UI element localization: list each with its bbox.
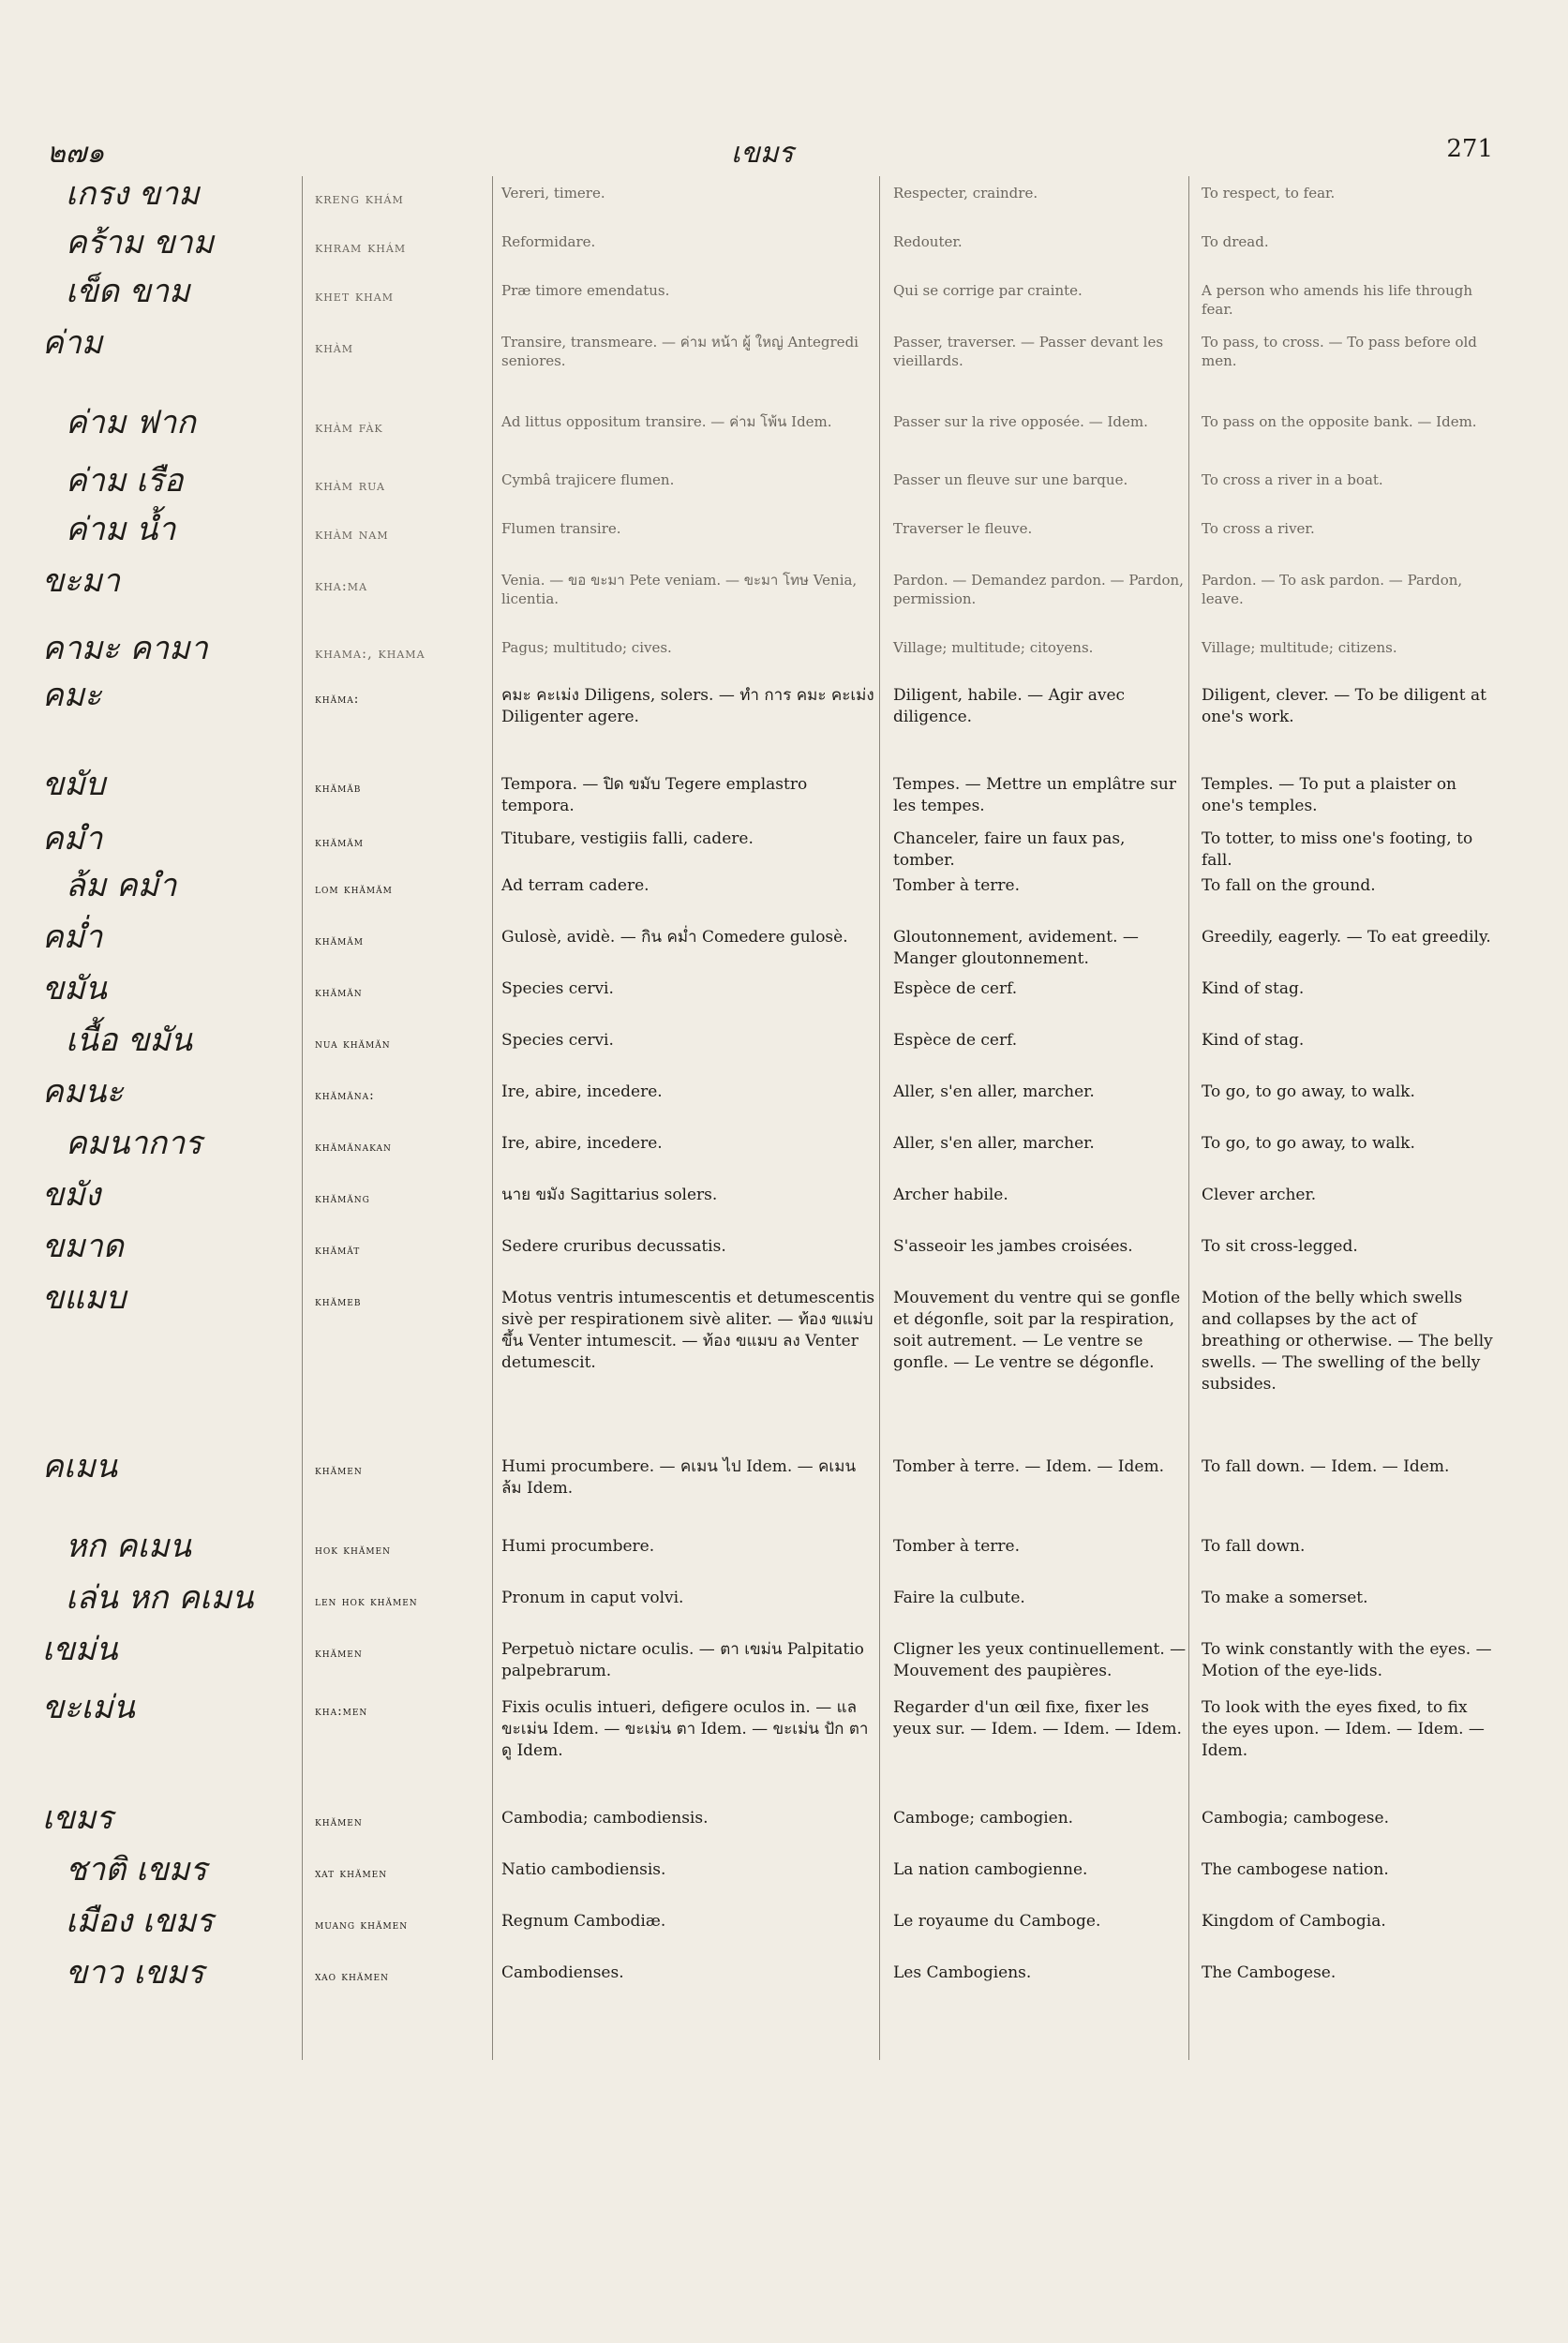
romanization: khămăt — [315, 1243, 361, 1258]
latin-definition: Flumen transire. — [501, 520, 621, 537]
entry-row — [0, 563, 1568, 631]
romanization: khămăn — [315, 985, 363, 1000]
entry-row — [0, 1074, 1568, 1126]
entry-row — [0, 463, 1568, 512]
entry-row — [0, 678, 1568, 767]
thai-headword: ขมัน — [42, 970, 107, 1007]
french-definition: La nation cambogienne. — [893, 1860, 1088, 1879]
thai-headword: คามะ คามา — [42, 630, 208, 667]
entry-row — [0, 225, 1568, 274]
romanization: khet kham — [315, 288, 394, 305]
entry-row — [0, 1126, 1568, 1177]
thai-headword: ล้ม คมำ — [66, 867, 177, 904]
entry-row — [0, 1229, 1568, 1280]
thai-headword: ขมับ — [42, 766, 106, 803]
thai-headword: ขมาด — [42, 1228, 124, 1265]
english-definition: Clever archer. — [1202, 1186, 1317, 1204]
latin-definition: Species cervi. — [501, 1031, 614, 1050]
latin-definition: Sedere cruribus decussatis. — [501, 1237, 726, 1256]
romanization: khămen — [315, 1814, 363, 1829]
romanization: khămen — [315, 1463, 363, 1478]
latin-definition: Ad littus oppositum transire. — ค่าม โพ้น Idem. — [501, 413, 832, 430]
thai-headword: ขแมบ — [42, 1279, 127, 1317]
entry-row — [0, 1632, 1568, 1690]
thai-page-number: ๒๗๑ — [47, 137, 105, 170]
romanization: khàm nam — [315, 526, 389, 543]
english-definition: Village; multitude; citizens. — [1202, 639, 1397, 656]
latin-definition: Cymbâ trajicere flumen. — [501, 471, 675, 488]
french-definition: Regarder d'un œil fixe, fixer les yeux sur. — Idem. — Idem. — Idem. — [893, 1698, 1182, 1739]
thai-headword: คมนาการ — [66, 1125, 202, 1162]
french-definition: Respecter, craindre. — [893, 185, 1038, 201]
latin-definition: Motus ventris intumescentis et detumescentis sivè per respirationem sivè aliter. — ท้อง ขแม่บ ขึ้น Venter intumescit. — ท้อง ขแมบ ลง Venter detumescit. — [501, 1289, 875, 1372]
latin-definition: Ire, abire, incedere. — [501, 1134, 663, 1153]
romanization: khàm fàk — [315, 419, 383, 436]
english-definition: To sit cross-legged. — [1202, 1237, 1358, 1256]
french-definition: Les Cambogiens. — [893, 1963, 1032, 1982]
french-definition: Cligner les yeux continuellement. — Mouvement des paupières. — [893, 1640, 1187, 1680]
romanization: khămăng — [315, 1191, 370, 1206]
latin-definition: Transire, transmeare. — ค่าม หน้า ผู้ ใหญ่ Antegredi seniores. — [501, 334, 859, 370]
english-definition: Kind of stag. — [1202, 1031, 1305, 1050]
romanization: khàm rua — [315, 477, 385, 494]
thai-headword: เขมร — [42, 1799, 113, 1837]
thai-headword: ค่าม ฟาก — [66, 404, 196, 441]
thai-headword: คม่ำ — [42, 918, 103, 956]
thai-headword: ขะเม่น — [42, 1689, 135, 1726]
latin-definition: Regnum Cambodiæ. — [501, 1912, 666, 1931]
page-number: 271 — [1446, 135, 1493, 163]
romanization: khămăm — [315, 933, 365, 948]
english-definition: To look with the eyes fixed, to fix the eyes upon. — Idem. — Idem. — Idem. — [1202, 1698, 1485, 1760]
entry-row — [0, 1022, 1568, 1074]
french-definition: Passer sur la rive opposée. — Idem. — [893, 413, 1148, 430]
romanization: kha:men — [315, 1704, 368, 1719]
page-title: เขมร — [731, 137, 794, 170]
thai-headword: เมือง เขมร — [66, 1903, 214, 1940]
latin-definition: Venia. — ขอ ขะมา Pete veniam. — ขะมา โทษ Venia, licentia. — [501, 572, 858, 608]
romanization: nua khămăn — [315, 1037, 391, 1052]
entry-row — [0, 1903, 1568, 1955]
romanization: khàm — [315, 339, 354, 356]
english-definition: To go, to go away, to walk. — [1202, 1134, 1415, 1153]
romanization: khămăm — [315, 835, 365, 850]
latin-definition: Reformidare. — [501, 233, 596, 250]
romanization: xat khămen — [315, 1866, 388, 1881]
romanization: khămăna: — [315, 1088, 375, 1103]
thai-headword: หก คเมน — [66, 1528, 191, 1565]
french-definition: Village; multitude; citoyens. — [893, 639, 1094, 656]
french-definition: Redouter. — [893, 233, 963, 250]
romanization: khămănakan — [315, 1140, 392, 1155]
romanization: kha:ma — [315, 577, 368, 594]
romanization: xao khămen — [315, 1969, 389, 1984]
latin-definition: คมะ คะเม่ง Diligens, solers. — ทำ การ คมะ คะเม่ง Diligenter agere. — [501, 686, 874, 726]
english-definition: Greedily, eagerly. — To eat greedily. — [1202, 928, 1491, 947]
thai-headword: ขมัง — [42, 1176, 101, 1214]
thai-headword: ค่าม น้ำ — [66, 511, 176, 548]
english-definition: To go, to go away, to walk. — [1202, 1082, 1415, 1101]
entry-row — [0, 1280, 1568, 1449]
entry-row — [0, 1529, 1568, 1580]
thai-headword: คเมน — [42, 1448, 118, 1485]
latin-definition: Ad terram cadere. — [501, 876, 650, 895]
french-definition: Passer un fleuve sur une barque. — [893, 471, 1128, 488]
latin-definition: Pagus; multitudo; cives. — [501, 639, 672, 656]
english-definition: Kind of stag. — [1202, 979, 1305, 998]
latin-definition: Ire, abire, incedere. — [501, 1082, 663, 1101]
romanization: hok khămen — [315, 1543, 391, 1558]
romanization: khăma: — [315, 692, 360, 707]
latin-definition: Species cervi. — [501, 979, 614, 998]
entry-row — [0, 274, 1568, 325]
latin-definition: Vereri, timere. — [501, 185, 605, 201]
entry-row — [0, 1800, 1568, 1852]
thai-headword: ค่าม เรือ — [66, 462, 184, 500]
entry-row — [0, 1690, 1568, 1800]
dictionary-table — [0, 176, 1568, 2007]
english-definition: To fall down. — Idem. — Idem. — [1202, 1457, 1450, 1476]
english-definition: A person who amends his life through fear. — [1202, 282, 1473, 319]
english-definition: To wink constantly with the eyes. — Motion of the eye-lids. — [1202, 1640, 1492, 1680]
latin-definition: Fixis oculis intueri, defigere oculos in. — แล ขะเม่น Idem. — ขะเม่น ตา Idem. — ขะเม่น ปัก ตา ดู Idem. — [501, 1698, 869, 1760]
french-definition: Mouvement du ventre qui se gonfle et dégonfle, soit par la respiration, soit autrement. — Le ventre se gonfle. — Le ventre se dégonfle. — [893, 1289, 1181, 1372]
french-definition: Tempes. — Mettre un emplâtre sur les tempes. — [893, 775, 1176, 815]
latin-definition: Pronum in caput volvi. — [501, 1589, 684, 1607]
thai-headword: เนื้อ ขมัน — [66, 1022, 192, 1059]
latin-definition: Natio cambodiensis. — [501, 1860, 666, 1879]
french-definition: Aller, s'en aller, marcher. — [893, 1134, 1095, 1153]
english-definition: To fall down. — [1202, 1537, 1306, 1556]
thai-headword: คมะ — [42, 677, 102, 714]
latin-definition: นาย ขมัง Sagittarius solers. — [501, 1186, 718, 1204]
romanization: lom khămăm — [315, 882, 393, 897]
english-definition: Kingdom of Cambogia. — [1202, 1912, 1386, 1931]
latin-definition: Tempora. — ปิด ขมับ Tegere emplastro tempora. — [501, 775, 808, 815]
thai-headword: คมำ — [42, 820, 103, 858]
english-definition: Pardon. — To ask pardon. — Pardon, leave. — [1202, 572, 1463, 608]
latin-definition: Titubare, vestigiis falli, cadere. — [501, 829, 754, 848]
entry-row — [0, 176, 1568, 225]
romanization: khram khám — [315, 239, 407, 256]
english-definition: Motion of the belly which swells and collapses by the act of breathing or otherwise. — The belly swells. — The swelling of the belly subsides. — [1202, 1289, 1493, 1394]
english-definition: Cambogia; cambogese. — [1202, 1809, 1389, 1828]
romanization: khămăb — [315, 781, 362, 796]
romanization: khămeb — [315, 1294, 362, 1309]
latin-definition: Cambodia; cambodiensis. — [501, 1809, 709, 1828]
entry-row — [0, 919, 1568, 971]
french-definition: Pardon. — Demandez pardon. — Pardon, permission. — [893, 572, 1184, 608]
english-definition: To cross a river in a boat. — [1202, 471, 1383, 488]
french-definition: S'asseoir les jambes croisées. — [893, 1237, 1133, 1256]
entry-row — [0, 821, 1568, 868]
thai-headword: เข็ด ขาม — [66, 273, 190, 310]
french-definition: Gloutonnement, avidement. — Manger gloutonnement. — [893, 928, 1139, 968]
romanization: len hok khămen — [315, 1594, 418, 1609]
thai-headword: เขม่น — [42, 1631, 118, 1668]
english-definition: To fall on the ground. — [1202, 876, 1376, 895]
entry-row — [0, 1449, 1568, 1529]
english-definition: To make a somerset. — [1202, 1589, 1368, 1607]
french-definition: Tomber à terre. — [893, 1537, 1020, 1556]
entry-row — [0, 1955, 1568, 2007]
english-definition: To respect, to fear. — [1202, 185, 1336, 201]
french-definition: Qui se corrige par crainte. — [893, 282, 1083, 299]
romanization: khămen — [315, 1646, 363, 1661]
english-definition: Diligent, clever. — To be diligent at one's work. — [1202, 686, 1486, 726]
thai-headword: ชาติ เขมร — [66, 1851, 207, 1888]
thai-headword: คร้าม ขาม — [66, 224, 215, 261]
thai-headword: ค่าม — [42, 324, 103, 362]
entry-row — [0, 325, 1568, 405]
entry-row — [0, 971, 1568, 1022]
french-definition: Le royaume du Camboge. — [893, 1912, 1101, 1931]
thai-headword: ขาว เขมร — [66, 1954, 204, 1992]
french-definition: Passer, traverser. — Passer devant les vieillards. — [893, 334, 1164, 370]
thai-headword: คมนะ — [42, 1073, 124, 1111]
thai-headword: ขะมา — [42, 562, 121, 600]
french-definition: Camboge; cambogien. — [893, 1809, 1074, 1828]
latin-definition: Humi procumbere. — คเมน ไป Idem. — คเมน ล้ม Idem. — [501, 1457, 857, 1498]
french-definition: Chanceler, faire un faux pas, tomber. — [893, 829, 1126, 870]
french-definition: Archer habile. — [893, 1186, 1008, 1204]
french-definition: Diligent, habile. — Agir avec diligence. — [893, 686, 1126, 726]
english-definition: Temples. — To put a plaister on one's temples. — [1202, 775, 1456, 815]
thai-headword: เล่น หก คเมน — [66, 1579, 254, 1617]
french-definition: Espèce de cerf. — [893, 979, 1018, 998]
entry-row — [0, 512, 1568, 563]
english-definition: To pass on the opposite bank. — Idem. — [1202, 413, 1477, 430]
french-definition: Espèce de cerf. — [893, 1031, 1018, 1050]
entry-row — [0, 767, 1568, 821]
entry-row — [0, 868, 1568, 919]
english-definition: To cross a river. — [1202, 520, 1315, 537]
english-definition: The Cambogese. — [1202, 1963, 1337, 1982]
french-definition: Tomber à terre. — [893, 876, 1020, 895]
english-definition: To pass, to cross. — To pass before old men. — [1202, 334, 1477, 370]
french-definition: Traverser le fleuve. — [893, 520, 1033, 537]
latin-definition: Cambodienses. — [501, 1963, 624, 1982]
english-definition: The cambogese nation. — [1202, 1860, 1389, 1879]
romanization: khama:, khama — [315, 645, 426, 662]
latin-definition: Humi procumbere. — [501, 1537, 655, 1556]
french-definition: Aller, s'en aller, marcher. — [893, 1082, 1095, 1101]
entry-row — [0, 1177, 1568, 1229]
english-definition: To dread. — [1202, 233, 1269, 250]
french-definition: Faire la culbute. — [893, 1589, 1025, 1607]
latin-definition: Gulosè, avidè. — กิน คม่ำ Comedere gulosè. — [501, 928, 848, 947]
entry-row — [0, 1580, 1568, 1632]
entry-row — [0, 1852, 1568, 1903]
thai-headword: เกรง ขาม — [66, 175, 200, 213]
entry-row — [0, 631, 1568, 678]
latin-definition: Perpetuò nictare oculis. — ตา เขม่น Palpitatio palpebrarum. — [501, 1640, 864, 1680]
english-definition: To totter, to miss one's footing, to fall. — [1202, 829, 1473, 870]
page-header — [0, 131, 1568, 178]
latin-definition: Præ timore emendatus. — [501, 282, 670, 299]
french-definition: Tomber à terre. — Idem. — Idem. — [893, 1457, 1164, 1476]
romanization: muang khămen — [315, 1918, 409, 1933]
romanization: kreng khám — [315, 190, 404, 207]
entry-row — [0, 405, 1568, 463]
